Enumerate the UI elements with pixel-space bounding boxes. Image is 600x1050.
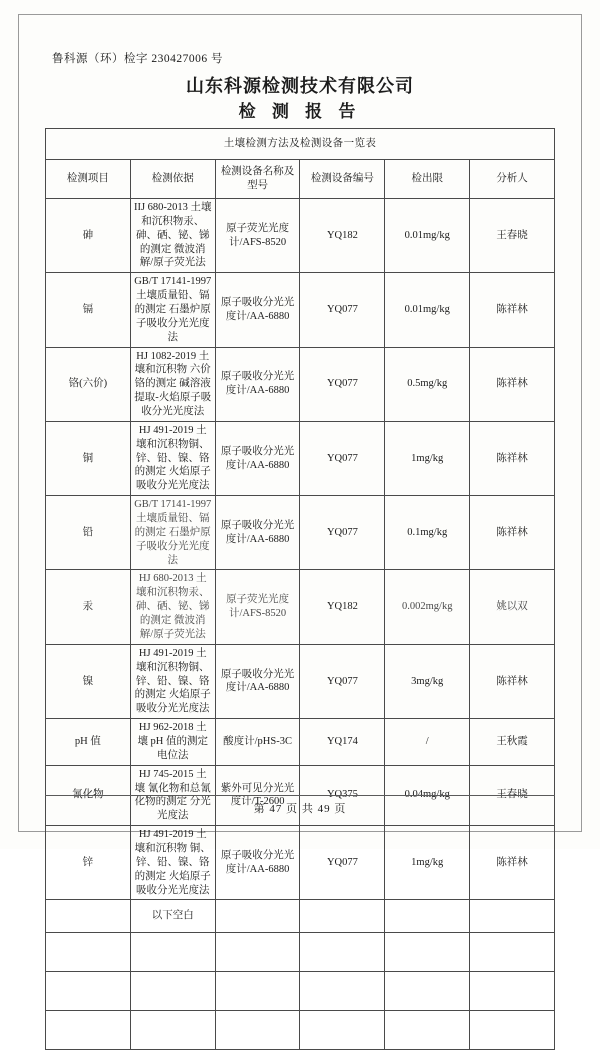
cell-basis [130,1011,215,1050]
table-row [46,826,555,900]
cell-device: 原子吸收分光光度计/AA-6880 [215,273,300,347]
header-basis: 检测依据 [130,160,215,199]
table-row [46,719,555,766]
cell-basis: GB/T 17141-1997 土壤质量铅、镉的测定 石墨炉原子吸收分光光度法 [130,273,215,347]
cell-analyst: 陈祥林 [470,421,555,495]
cell-device-no [300,972,385,1011]
header-limit: 检出限 [385,160,470,199]
cell-analyst: 姚以双 [470,570,555,644]
cell-item: 氰化物 [46,765,131,825]
cell-item: 汞 [46,570,131,644]
cell-device: 原子吸收分光光度计/AA-6880 [215,347,300,421]
cell-device-no: YQ174 [300,719,385,766]
table-row [46,273,555,347]
company-name: 山东科源检测技术有限公司 [186,76,414,96]
cell-item: 铜 [46,421,131,495]
cell-basis: HJ 491-2019 土壤和沉积物铜、锌、铅、镍、铬的测定 火焰原子吸收分光光度法 [130,421,215,495]
cell-analyst: 王春晓 [470,765,555,825]
cell-limit [385,933,470,972]
end-note-row [46,900,555,933]
header-device-no: 检测设备编号 [300,160,385,199]
table-row [46,199,555,273]
cell-device: 原子吸收分光光度计/AA-6880 [215,421,300,495]
cell-basis [130,933,215,972]
table-title: 土壤检测方法及检测设备一览表 [46,129,555,160]
cell-device [215,972,300,1011]
cell-basis: HJ 745-2015 土壤 氰化物和总氰化物的测定 分光光度法 [130,765,215,825]
cell-limit: 0.1mg/kg [385,496,470,570]
cell-device: 酸度计/pHS-3C [215,719,300,766]
table-row [46,644,555,718]
header-item: 检测项目 [46,160,131,199]
cell-item: 镍 [46,644,131,718]
cell-item: 砷 [46,199,131,273]
table-header-row [46,160,555,199]
cell-device-no: YQ077 [300,421,385,495]
cell-device-no: YQ077 [300,826,385,900]
empty-row [46,933,555,972]
cell-analyst: 陈祥林 [470,273,555,347]
cell-analyst: 陈祥林 [470,347,555,421]
cell-device: 原子荧光光度计/AFS-8520 [215,199,300,273]
cell-analyst: 王秋霞 [470,719,555,766]
cell-device: 原子吸收分光光度计/AA-6880 [215,644,300,718]
methods-table [45,128,555,1050]
methods-table-container [45,128,555,1050]
cell-item: 镉 [46,273,131,347]
document-number: 鲁科源（环）检字 230427006 号 [52,53,223,65]
header-analyst: 分析人 [470,160,555,199]
cell-item: 铬(六价) [46,347,131,421]
cell-analyst: 陈祥林 [470,644,555,718]
cell-device [215,933,300,972]
cell-item: pH 值 [46,719,131,766]
cell-device-no [300,933,385,972]
cell-item [46,1011,131,1050]
table-title-row [46,129,555,160]
cell-device-no: YQ182 [300,570,385,644]
cell-item [46,933,131,972]
cell-basis: HJ 1082-2019 土壤和沉积物 六价铬的测定 碱溶液提取-火焰原子吸收分光光度法 [130,347,215,421]
cell-limit: 3mg/kg [385,644,470,718]
cell-device: 原子吸收分光光度计/AA-6880 [215,826,300,900]
cell-limit [385,900,470,933]
cell-basis: HJ 491-2019 土壤和沉积物铜、锌、铅、镍、铬的测定 火焰原子吸收分光光度法 [130,644,215,718]
cell-item: 锌 [46,826,131,900]
empty-row [46,1011,555,1050]
cell-item: 铅 [46,496,131,570]
cell-limit: 1mg/kg [385,421,470,495]
cell-item [46,900,131,933]
table-row [46,570,555,644]
table-row [46,421,555,495]
cell-basis: IIJ 680-2013 土壤和沉积物汞、砷、硒、铋、锑的测定 微波消解/原子荧光法 [130,199,215,273]
cell-limit: 0.01mg/kg [385,273,470,347]
cell-basis: HJ 491-2019 土壤和沉积物 铜、锌、铅、镍、铬的测定 火焰原子吸收分光光度法 [130,826,215,900]
cell-device: 原子荧光光度计/AFS-8520 [215,570,300,644]
cell-device-no [300,900,385,933]
cell-device-no [300,1011,385,1050]
cell-device: 原子吸收分光光度计/AA-6880 [215,496,300,570]
cell-analyst: 陈祥林 [470,826,555,900]
cell-analyst: 陈祥林 [470,496,555,570]
cell-device-no: YQ077 [300,496,385,570]
cell-basis [130,972,215,1011]
cell-limit: 0.5mg/kg [385,347,470,421]
cell-analyst [470,972,555,1011]
cell-limit: 0.04mg/kg [385,765,470,825]
cell-limit [385,1011,470,1050]
cell-device-no: YQ375 [300,765,385,825]
cell-device [215,1011,300,1050]
cell-limit: 1mg/kg [385,826,470,900]
table-row [46,496,555,570]
table-row [46,347,555,421]
cell-device: 紫外可见分光光度计/T-2600 [215,765,300,825]
cell-limit: 0.002mg/kg [385,570,470,644]
cell-analyst [470,1011,555,1050]
cell-device-no: YQ182 [300,199,385,273]
empty-row [46,972,555,1011]
cell-analyst: 王春晓 [470,199,555,273]
cell-basis: HJ 962-2018 土壤 pH 值的测定 电位法 [130,719,215,766]
cell-device [215,900,300,933]
cell-device-no: YQ077 [300,347,385,421]
header-device: 检测设备名称及型号 [215,160,300,199]
cell-basis: GB/T 17141-1997 土壤质量铅、镉的测定 石墨炉原子吸收分光光度法 [130,496,215,570]
cell-device-no: YQ077 [300,273,385,347]
cell-item [46,972,131,1011]
cell-device-no: YQ077 [300,644,385,718]
cell-limit: / [385,719,470,766]
end-note: 以下空白 [130,900,215,933]
report-title: 检 测 报 告 [238,102,362,121]
cell-basis: HJ 680-2013 土壤和沉积物汞、砷、硒、铋、锑的测定 微波消解/原子荧光法 [130,570,215,644]
cell-analyst [470,933,555,972]
cell-analyst [470,900,555,933]
footer-divider [45,795,555,796]
page-number: 第 47 页 共 49 页 [253,803,347,815]
cell-limit: 0.01mg/kg [385,199,470,273]
cell-limit [385,972,470,1011]
